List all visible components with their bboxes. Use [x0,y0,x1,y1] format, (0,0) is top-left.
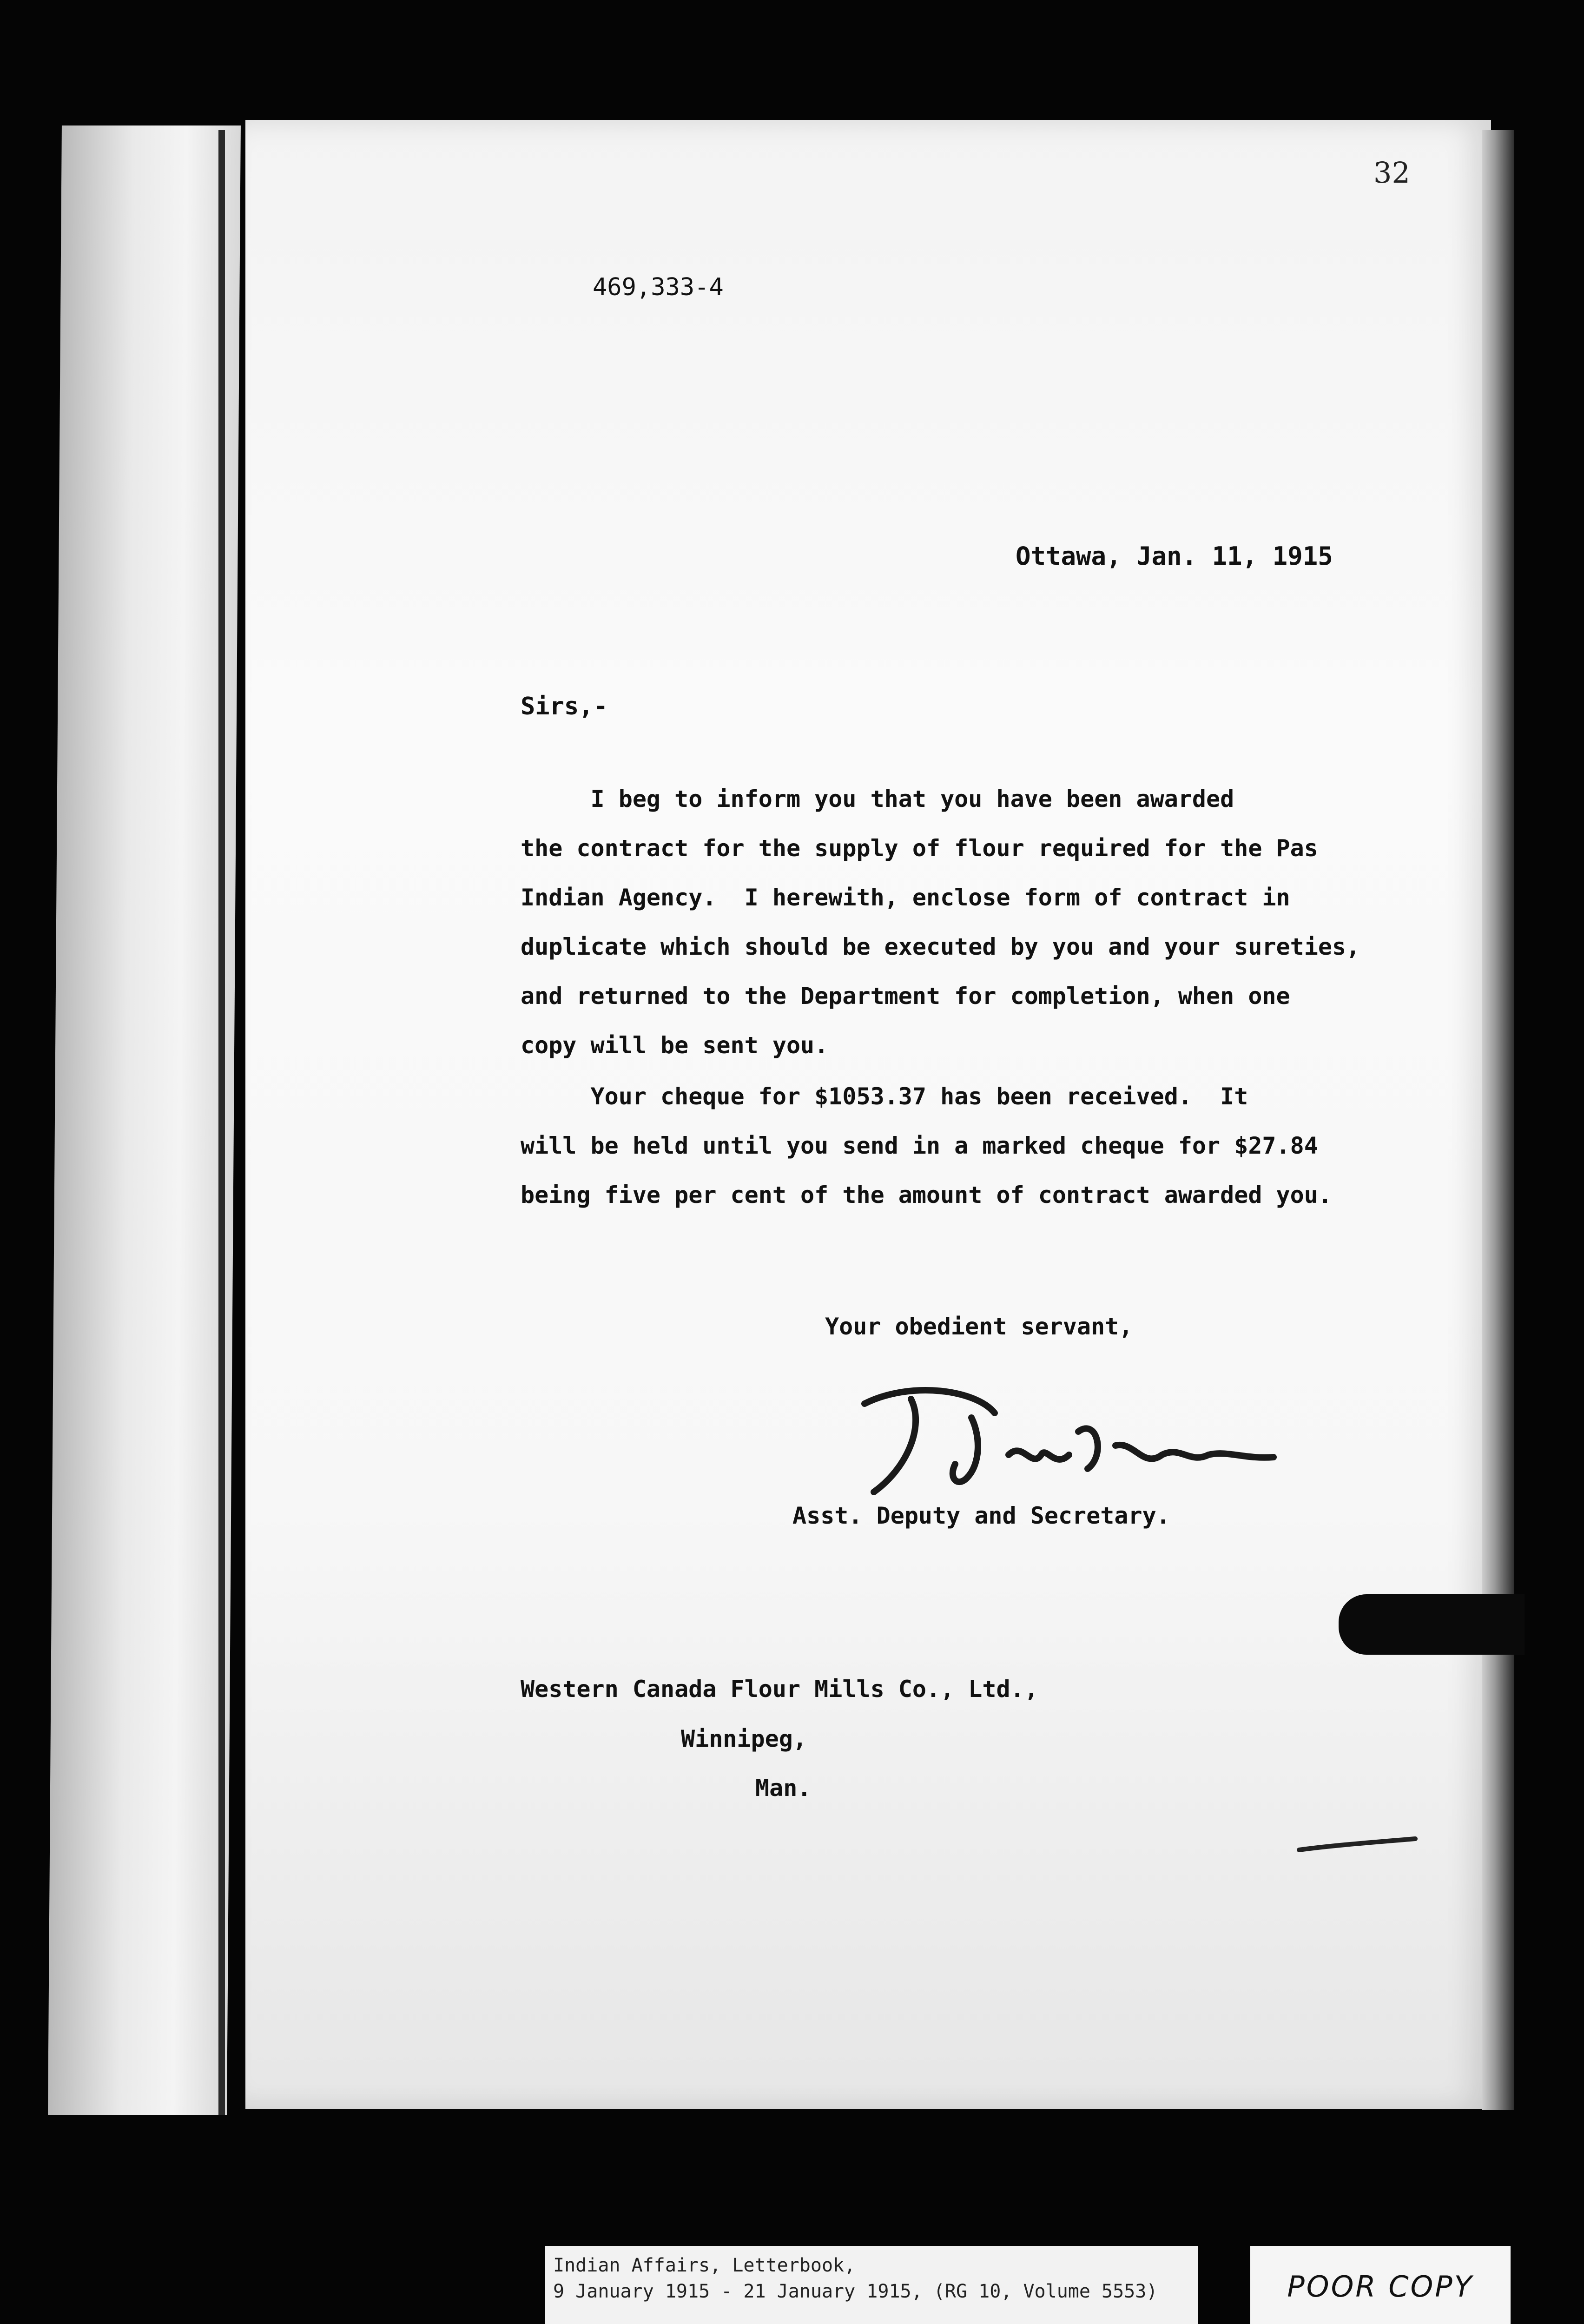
stray-ink-mark [1297,1836,1418,1855]
dateline: Ottawa, Jan. 11, 1915 [1016,541,1333,571]
body-line: duplicate which should be executed by you and your sureties, [521,933,1360,960]
body-line: being five per cent of the amount of contract awarded you. [521,1182,1332,1208]
addressee-name: Western Canada Flour Mills Co., Ltd., [521,1676,1038,1703]
addressee-city: Winnipeg, [681,1725,807,1752]
body-line: copy will be sent you. [521,1032,829,1059]
closing: Your obedient servant, [825,1313,1133,1340]
page-number: 32 [1373,156,1410,190]
letter-page [245,120,1491,2109]
body-line: the contract for the supply of flour required for the Pas [521,835,1318,862]
poor-copy-note: POOR COPY [1250,2246,1511,2324]
body-line: will be held until you send in a marked cheque for $27.84 [521,1132,1318,1159]
binding-spine [48,125,241,2115]
file-number: 469,333-4 [593,273,724,301]
addressee-province: Man. [755,1775,812,1802]
catalog-label [545,2246,1198,2324]
spine-edge [218,130,225,2115]
page-edge [1482,130,1514,2110]
catalog-label-line1: Indian Affairs, Letterbook, [553,2255,856,2276]
body-line: I beg to inform you that you have been awarded [521,786,1234,812]
signature-title: Asst. Deputy and Secretary. [792,1502,1170,1529]
body-line: and returned to the Department for completion, when one [521,983,1290,1010]
page-clip-shadow [1339,1594,1525,1655]
handwritten-signature [855,1362,1283,1506]
catalog-label-line2: 9 January 1915 - 21 January 1915, (RG 10, Volume 5553) [553,2281,1158,2302]
body-line: Indian Agency. I herewith, enclose form of contract in [521,884,1290,911]
salutation: Sirs,- [521,693,608,720]
body-line: Your cheque for $1053.37 has been received. It [521,1083,1248,1110]
